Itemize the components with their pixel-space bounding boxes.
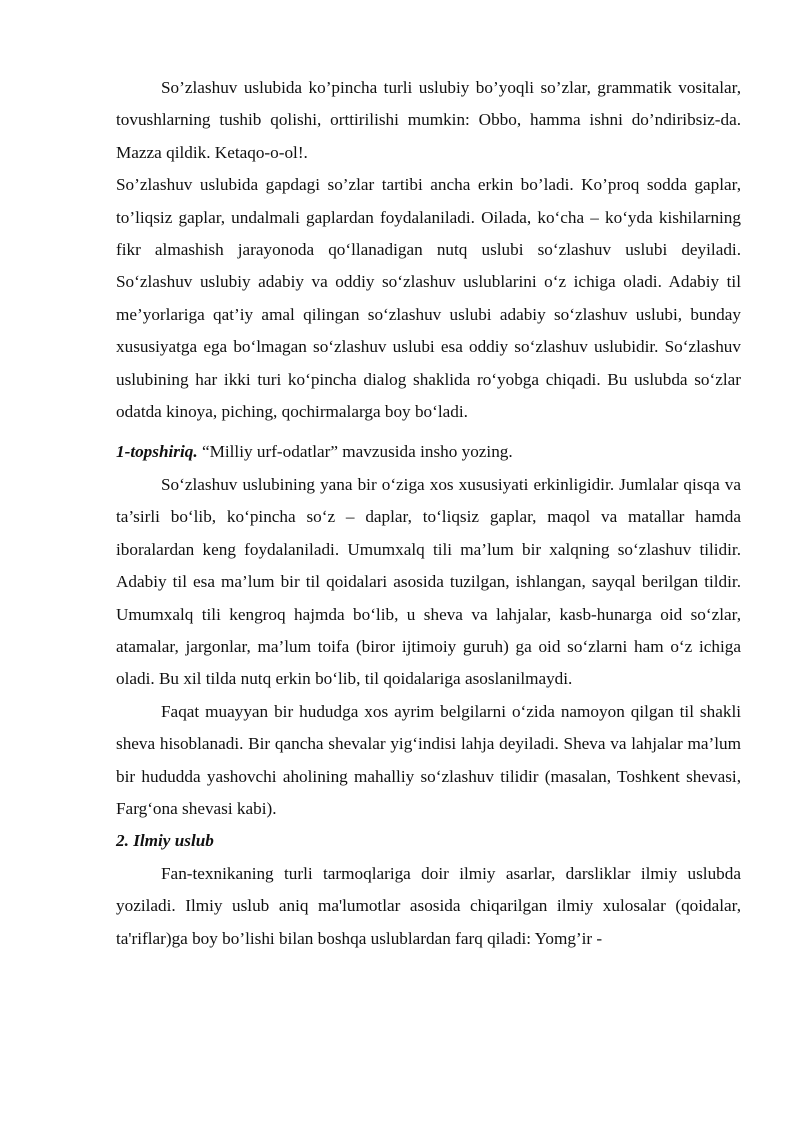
paragraph-scientific-style: Fan-texnikaning turli tarmoqlariga doir ilmiy asarlar, darsliklar ilmiy uslubda yoziladi. Ilmiy uslub aniq ma'lumotlar asosida chiqarilgan ilmiy xulosalar (qoidalar, ta'riflar)ga boy bo’lishi bilan boshqa uslublardan farq qiladi: Yomg’ir - [116,863,741,948]
paragraph-colloquial-style: So’zlashuv uslubida gapdagi so’zlar tartibi ancha erkin bo’ladi. Ko’proq sodda gaplar, to’liqsiz gaplar, undalmali gaplardan foydalaniladi. Oilada, koʻcha – koʻyda kishilarning fikr almashish jarayonoda qoʻllanadigan nutq uslubi soʻzlashuv uslubi deyiladi. Soʻzlashuv uslubiy adabiy va oddiy soʻzlashuv uslublarini oʻz ichiga oladi. Adabiy til me’yorlariga qat’iy amal qilingan soʻzlashuv uslubi adabiy soʻzlashuv uslubi, bunday xususiyatga ega boʻlmagan soʻzlashuv uslubi esa oddiy soʻzlashuv uslubidir. Soʻzlashuv uslubining har ikki turi koʻpincha dialog shaklida roʻyobga chiqadi. Bu uslubda soʻzlar odatda kinoya, piching, qochirmalarga boy boʻladi. [116,175,741,422]
paragraph-colloquial-features: So’zlashuv uslubida ko’pincha turli uslubiy bo’yoqli so’zlar, grammatik vositalar, tovushlarning tushib qolishi, orttirilishi mumkin: Obbo, hamma ishni do’ndiribsiz-da. Mazza qildik. Ketaqo-o-ol!. [116,78,741,162]
section-heading-scientific-style: 2. Ilmiy uslub [116,831,214,851]
task-line [116,436,741,468]
task-text: “Milliy urf-odatlar” mavzusida insho yozing. [197,442,513,462]
document-page [116,72,741,955]
paragraph-colloquial-freedom: Soʻzlashuv uslubining yana bir oʻziga xos xususiyati erkinligidir. Jumlalar qisqa va ta’sirli boʻlib, koʻpincha soʻz – daplar, toʻliqsiz gaplar, maqol va matallar hamda iboralardan keng foydalaniladi. Umumxalq tili ma’lum bir xalqning soʻzlashuv tilidir. Adabiy til esa ma’lum bir til qoidalari asosida tuzilgan, ishlangan, sayqal berilgan tildir. Umumxalq tili kengroq hajmda boʻlib, u sheva va lahjalar, kasb-hunarga oid soʻzlar, atamalar, jargonlar, ma’lum toifa (biror ijtimoiy guruh) ga oid soʻzlarni ham oʻz ichiga oladi. Bu xil tilda nutq erkin boʻlib, til qoidalariga asoslanilmaydi. [116,474,741,689]
paragraph-dialects: Faqat muayyan bir hududga xos ayrim belgilarni oʻzida namoyon qilgan til shakli sheva hisoblanadi. Bir qancha shevalar yigʻindisi lahja deyiladi. Sheva va lahjalar ma’lum bir hududda yashovchi aholining mahalliy soʻzlashuv tilidir (masalan, Toshkent shevasi, Fargʻona shevasi kabi). [116,701,741,818]
task-label: 1-topshiriq. [116,442,198,462]
